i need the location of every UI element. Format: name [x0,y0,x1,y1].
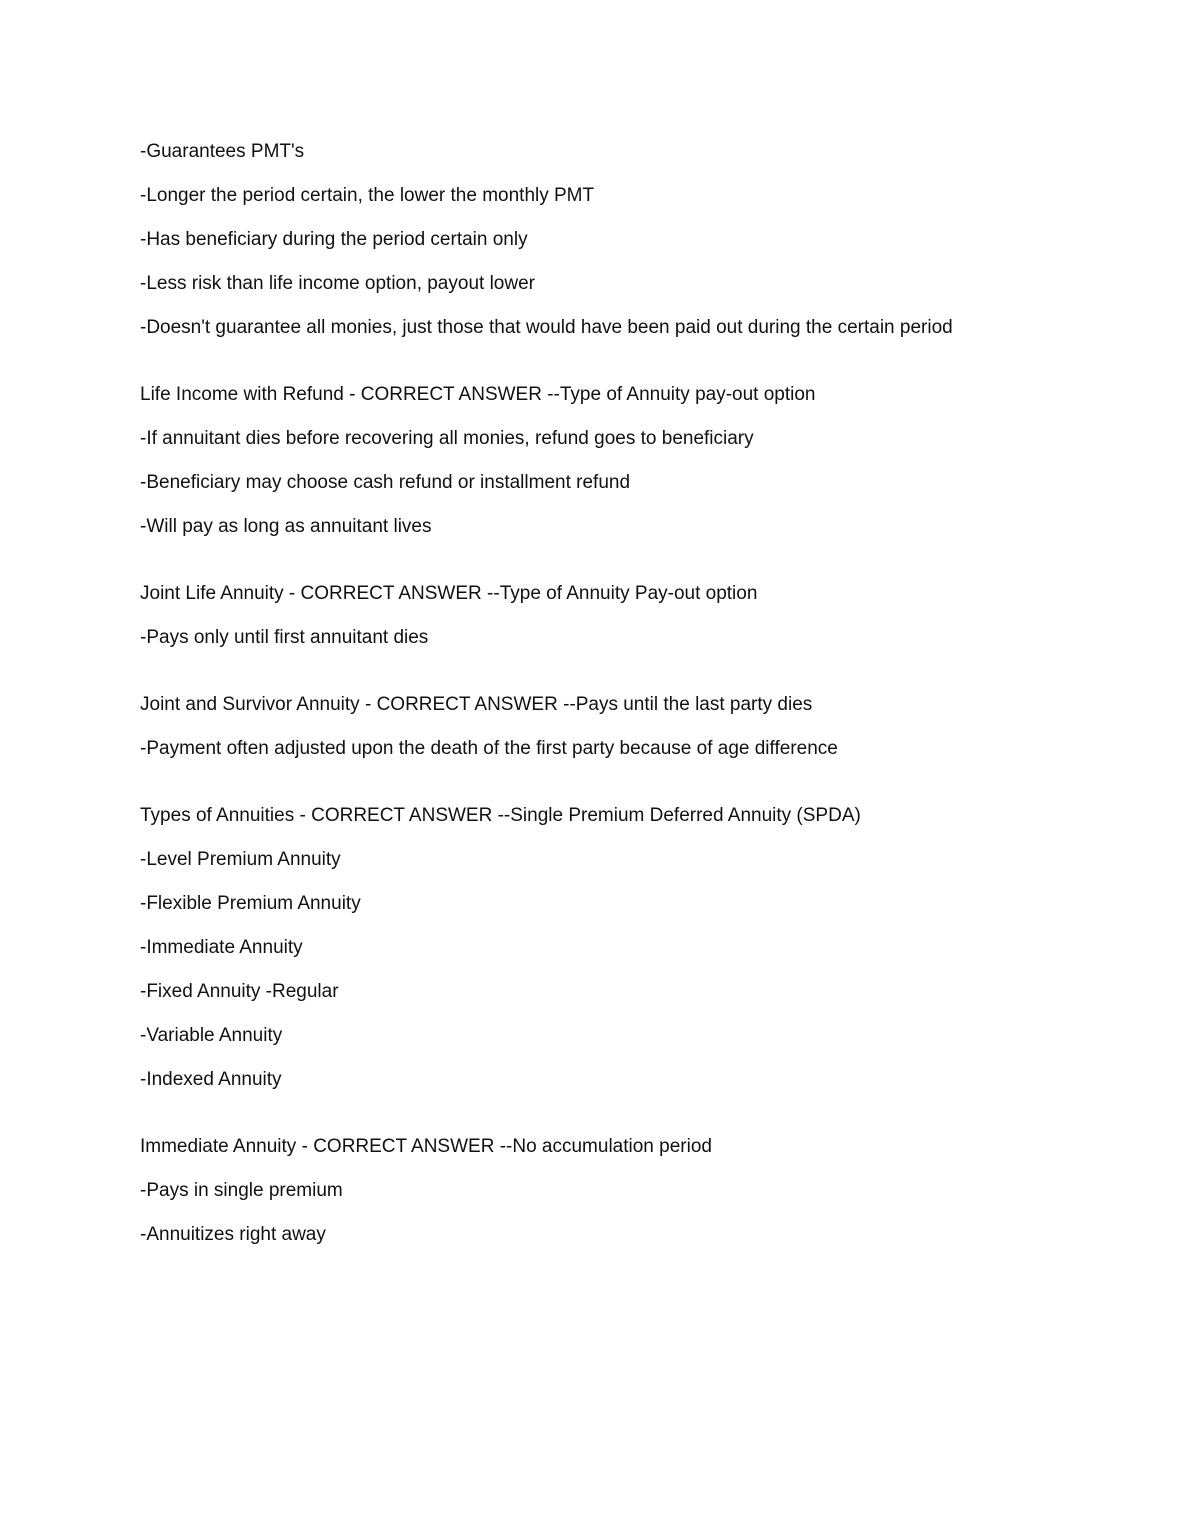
section-types-of-annuities [140,804,1100,1092]
text-line: -Fixed Annuity -Regular [140,981,339,1002]
text-line: -Longer the period certain, the lower the monthly PMT [140,185,595,206]
section-joint-survivor [140,693,1100,761]
question-line: Joint Life Annuity - CORRECT ANSWER --Type of Annuity Pay-out option [140,583,758,604]
text-line: -Pays in single premium [140,1180,343,1201]
question-line: Types of Annuities - CORRECT ANSWER --Single Premium Deferred Annuity (SPDA) [140,805,861,826]
text-line: -Payment often adjusted upon the death of the first party because of age difference [140,738,838,759]
text-line: -Will pay as long as annuitant lives [140,516,432,537]
section-period-certain [140,140,1100,340]
text-line: -Doesn't guarantee all monies, just those that would have been paid out during the certain period [140,317,953,338]
question-line: Immediate Annuity - CORRECT ANSWER --No accumulation period [140,1136,712,1157]
text-line: -Guarantees PMT's [140,141,305,162]
text-line: -Indexed Annuity [140,1069,282,1090]
section-joint-life [140,582,1100,650]
question-line: Life Income with Refund - CORRECT ANSWER --Type of Annuity pay-out option [140,384,816,405]
text-line: -Level Premium Annuity [140,849,341,870]
text-line: -Pays only until first annuitant dies [140,627,429,648]
text-line: -Immediate Annuity [140,937,303,958]
text-line: -Flexible Premium Annuity [140,893,361,914]
text-line: -If annuitant dies before recovering all monies, refund goes to beneficiary [140,428,754,449]
text-line: -Annuitizes right away [140,1224,326,1245]
text-line: -Variable Annuity [140,1025,283,1046]
text-line: -Beneficiary may choose cash refund or installment refund [140,472,631,493]
section-life-income-refund [140,383,1100,539]
section-immediate-annuity [140,1135,1100,1247]
document-body [140,140,1100,1290]
question-line: Joint and Survivor Annuity - CORRECT ANSWER --Pays until the last party dies [140,694,813,715]
text-line: -Has beneficiary during the period certain only [140,229,528,250]
text-line: -Less risk than life income option, payout lower [140,273,535,294]
